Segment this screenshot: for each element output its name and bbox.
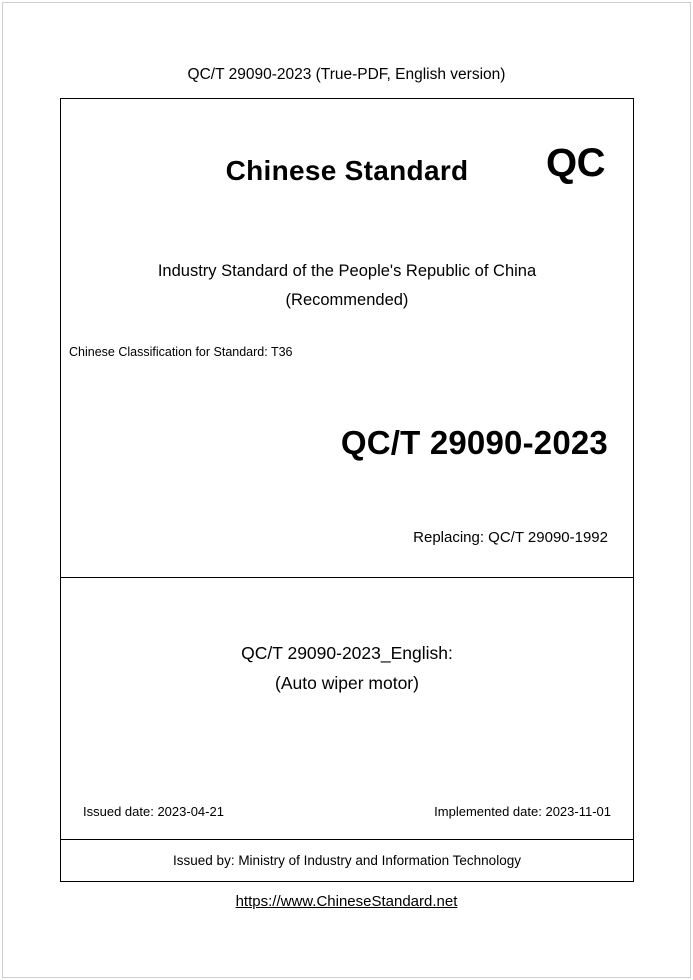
cover-subtitle-line2: (Recommended) <box>285 291 409 309</box>
implemented-date: Implemented date: 2023-11-01 <box>434 804 611 819</box>
cover-middle-section <box>61 578 633 840</box>
cover-bottom-section <box>61 840 633 881</box>
classification-text: Chinese Classification for Standard: T36 <box>69 345 293 359</box>
cover-subtitle-line1: Industry Standard of the People's Republic of China <box>157 262 537 280</box>
cover-subtitle <box>61 257 633 315</box>
document-header: QC/T 29090-2023 (True-PDF, English version) <box>187 66 506 83</box>
cover-title: Chinese Standard <box>225 155 469 186</box>
footer-website-link[interactable]: https://www.ChineseStandard.net <box>235 893 458 910</box>
cover-frame <box>60 98 634 882</box>
english-title-line1: QC/T 29090-2023_English: <box>241 643 453 663</box>
qc-logo: QC <box>546 141 605 185</box>
standard-number: QC/T 29090-2023 <box>340 424 608 461</box>
issued-by: Issued by: Ministry of Industry and Information Technology <box>173 853 521 868</box>
english-title <box>61 638 633 698</box>
english-title-line2: (Auto wiper motor) <box>275 673 419 693</box>
cover-top-section <box>61 99 633 578</box>
issued-date: Issued date: 2023-04-21 <box>83 804 224 819</box>
replacing-text: Replacing: QC/T 29090-1992 <box>413 529 608 546</box>
